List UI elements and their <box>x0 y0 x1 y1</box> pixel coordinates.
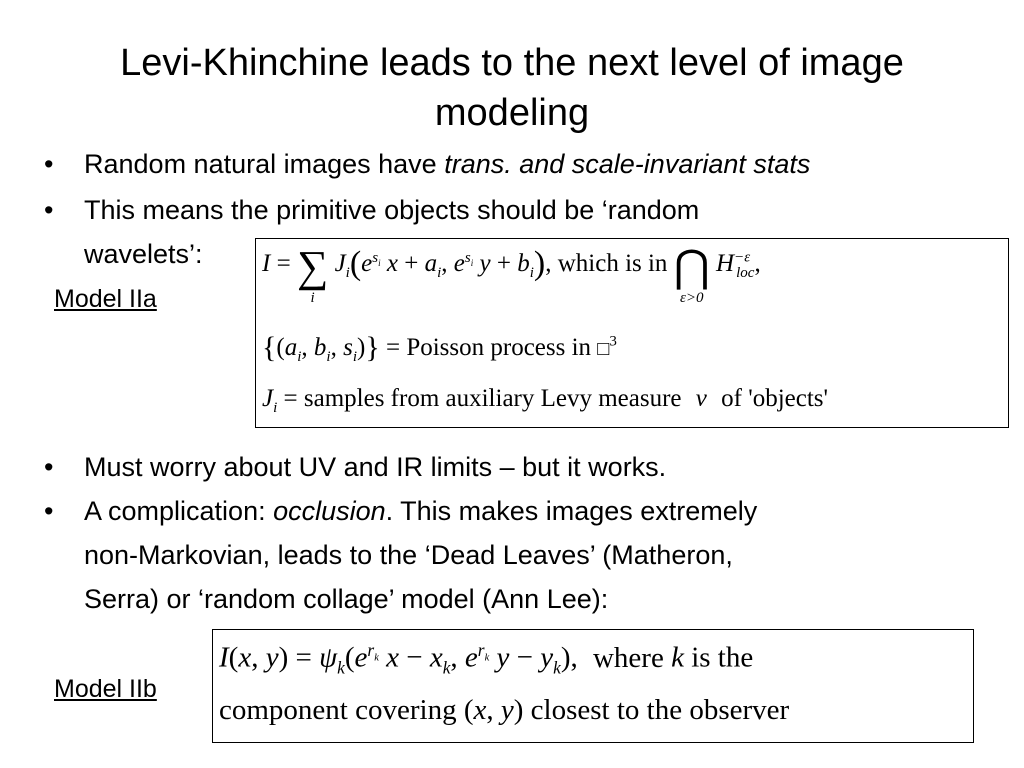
bullet-2-line-1: This means the primitive objects should be ‘random <box>84 195 700 225</box>
equation-2-line-2: component covering (x, y) closest to the observer <box>219 694 790 726</box>
sum-symbol: ∑ i <box>296 242 329 306</box>
intersection-condition: ε>0 <box>679 290 704 306</box>
equation-line-1: I = ∑ i $J_i(e^{s_i}$ $x + a_i$, $e^{s_i}$ $y + b_i$), which is in ⋂ ε>0 $H^{-\varepsilon}_{loc}$, <box>262 242 761 306</box>
equation-line-3: $J_i$ = samples from auxiliary Levy measure ν of 'objects' <box>262 385 829 416</box>
bullet-4-line-1 <box>84 490 757 532</box>
equation-box-model-2b <box>212 629 974 743</box>
missing-glyph: □ <box>597 338 610 360</box>
bullet-dot: • <box>44 452 54 482</box>
bullet-text <box>84 143 810 185</box>
samples-text: = samples from auxiliary Levy measure <box>283 385 682 412</box>
bullet-dot: • <box>44 149 54 179</box>
bullet-1-italic: trans. and scale-invariant stats <box>444 149 811 179</box>
closest-text: closest to the observer <box>530 694 790 726</box>
nu-symbol: ν <box>695 385 707 412</box>
where-text: where <box>592 641 664 674</box>
bullet-4-plain-2: . This makes images extremely <box>385 496 758 526</box>
is-the-text: is the <box>691 641 754 674</box>
bullet-4-italic: occlusion <box>273 496 386 526</box>
component-text: component covering <box>219 694 457 726</box>
bullet-1-plain: Random natural images have <box>84 149 445 179</box>
model-2b-label: Model IIb <box>54 675 157 703</box>
bullet-dot: • <box>44 195 54 225</box>
dimension-superscript: 3 <box>609 333 617 350</box>
equation-line-2: {($a_i$, $b_i$, $s_i$)} = Poisson process in □$^3$ <box>262 331 617 365</box>
intersection-symbol: ⋂ ε>0 <box>673 242 710 306</box>
bullet-2-line-2: wavelets’: <box>84 239 203 269</box>
objects-text: of 'objects' <box>721 385 829 412</box>
which-is-in-text: , which is in <box>545 250 668 277</box>
bullet-4-line-2: non-Markovian, leads to the ‘Dead Leaves’ (Matheron, <box>84 540 733 570</box>
k-symbol: k <box>671 641 684 674</box>
poisson-text: = Poisson process in <box>385 334 592 361</box>
model-2a-label: Model IIa <box>54 285 157 313</box>
equation-box-model-2a <box>255 238 1009 428</box>
bullet-4-line-3: Serra) or ‘random collage’ model (Ann Lee): <box>84 584 609 614</box>
slide-title: Levi-Khinchine leads to the next level of image modeling <box>120 42 904 134</box>
equation-2-line-1: I(x, $y) = \psi_k(e^{r_k}$ $x - x_k$, $e^{r_k}$ $y - y_k$), where k is the <box>219 640 754 678</box>
bullet-3-text: Must worry about UV and IR limits – but it works. <box>84 452 667 482</box>
bullet-4-plain-1: A complication: <box>84 496 274 526</box>
bullet-dot: • <box>44 496 54 526</box>
